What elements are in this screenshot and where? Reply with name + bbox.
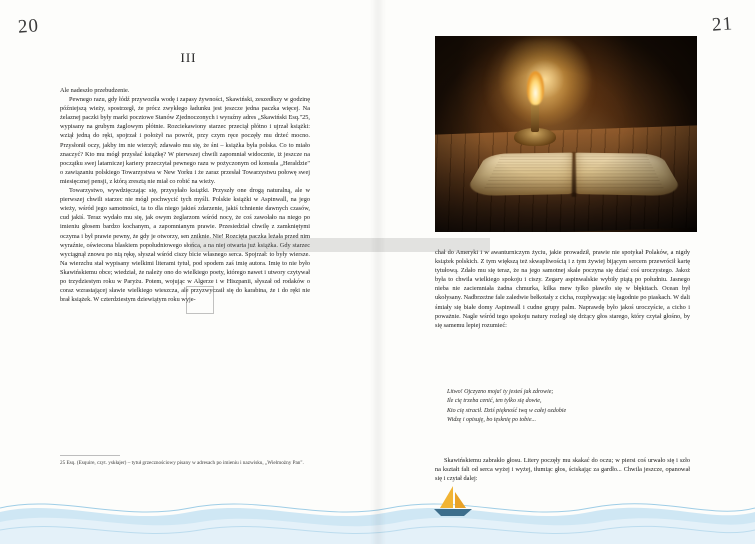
page-number-right: 21 xyxy=(711,13,734,36)
right-page-text xyxy=(435,248,690,330)
footnote-text: 25 Esq. (Esquire, czyt. yskłajer) – tytuł grzecznościowy pisany w adresach po imieniu i nazwisku, „Wielmożny Pan". xyxy=(60,460,304,466)
chapter-number: III xyxy=(180,50,197,65)
poem-line: Widzę i opisuję, bo tęsknię po tobie... xyxy=(447,417,536,424)
page-number-left: 20 xyxy=(17,15,40,38)
poem-line: Ile cię trzeba cenić, ten tylko się dowie, xyxy=(447,398,542,405)
poem-line: Litwo! Ojczyzno moja! ty jesteś jak zdrowie; xyxy=(447,389,554,395)
photo-vignette xyxy=(435,36,697,232)
paragraph: Ale nadeszło przebudzenie. xyxy=(60,87,130,94)
paragraph: Towarzystwo, wywdzięczając się, przysyłało książki. Przyszły one drogą naturalną, ale w pierwszej chwili starzec nie mógł pochwycić tych myśli. Polskie książki w Aspinwall, na jego wieży, wśród jego samotności, ta to dla niego jakieś zdarzenie, jakiś tchnienie dawnych czasów, cud jakiś. Teraz wydało mu się, jak owym żeglarzom wśród nocy, że coś zawołało na niego po imieniu głosem bardzo kochanym, a zapomnianym prawie. Przesiedział chwilę z zamkniętymi oczyma i był prawie pewny, że gdy je otworzy, sen zniknie. Nie! Rozcięta paczka leżała przed nim wyraźnie, oświecona blaskiem popołudniowego słońca, a na niej otwarta już książka. Gdy starzec wyciągnął znowu po nią rękę, słyszał wśród ciszy bicie własnego serca. Spojrzał: to były wiersze. Na wierzchu stał wypisany wielkimi literami tytuł, pod spodem zaś imię autora. Imię to nie było Skawińskiemu obce; wiedział, że należy ono do wielkiego poety, którego nawet i utwory czytywał po trzydziestym roku w Paryżu. Potem, wojując w Algerze i w Hiszpanii, słyszał od rodaków o coraz wzrastającej sławie wielkiego wieszcza, ale przyzwyczaił się do karabina, że i do ręki nie brał książek. W czterdziestym dziewiątym roku wyje- xyxy=(60,187,310,304)
poem-block xyxy=(447,388,687,426)
paragraph: chał do Ameryki i w awanturniczym życiu, jakie prowadził, prawie nie spotykał Polaków, a nigdy książek polskich. Z tym większą też skwapliwością i z tym żywiej bijącym sercem przewrócił kartę tytułową. Zdało mu się teraz, że na jego samotnej skale poczyna się dziać coś uroczystego. Jakoż była to chwila wielkiego spokoju i ciszy. Zegary aspinwalskie wybiły piątą po południu. Jasnego nieba nie zaciemniała żadna chmurka, kilka mew tylko pławiło się w błękitach. Ocean był ukołysany. Nadbrzeżne fale zaledwie bełkotały z cicha, rozpływając się łagodnie po piaskach. W dali śmiały się białe domy Aspinwall i cudne grupy palm. Naprawdę było jakoś uroczyście, a cicho i poważnie. Nagle wśród tego spokoju natury rozległ się drżący głos starego, który czytał głośno, by się samemu lepiej rozumieć: xyxy=(435,249,690,329)
left-page-text xyxy=(60,86,310,304)
sailboat-icon xyxy=(430,484,476,518)
wave-decoration xyxy=(0,472,755,544)
footnote-divider xyxy=(60,455,120,456)
illustration-photo xyxy=(435,36,697,232)
poem-line: Kto cię stracił. Dziś piękność twą w całej ozdobie xyxy=(447,407,567,414)
paragraph: Skawińskiemu zabrakło głosu. Litery poczęły mu skakać do oczu; w piersi coś urwało się i szło na kształt fali od serca wyżej i wyżej, tłumiąc głos, ściskając za gardło... Chwila jeszcze, opanował się i czytał dalej: xyxy=(435,457,690,483)
paragraph: Pewnego razu, gdy łódź przywoziła wodę i zapasy żywności, Skawiński, zeszedłszy w godzinę późniejszą wieży, spostrzegł, że prócz zwykłego ładunku jest jeszcze jedna paczka więcej. Na żelaznej paczki były marki pocztowe Stanów Zjednoczonych i wyraźny adres „Skawiński Esq."25, wypisany na grubym żaglowym płótnie. Rozciekawiony starzec przeciął płótno i ujrzał książki: wziął jedną do ręki, spojrzał i położył na powrót, przy czym ręce poczęły mu drżeć mocno. Przysłonił oczy, jakby im nie wierzył; zdawało mu się, że śni – książka była polska. Co to miało znaczyć? Kto mu mógł przysłać książkę? W pierwszej chwili zapomniał widocznie, iż jeszcze na początku swej latarniczej kariery przeczytał pewnego razu w pożyczonym od konsula „Heraldzie" o zawiązaniu polskiego Towarzystwa w New Yorku i że zaraz przesłał Towarzystwu połowę swej miesięcznej pensji, z którą zresztą nie miał co robić na wieży. xyxy=(60,96,310,185)
